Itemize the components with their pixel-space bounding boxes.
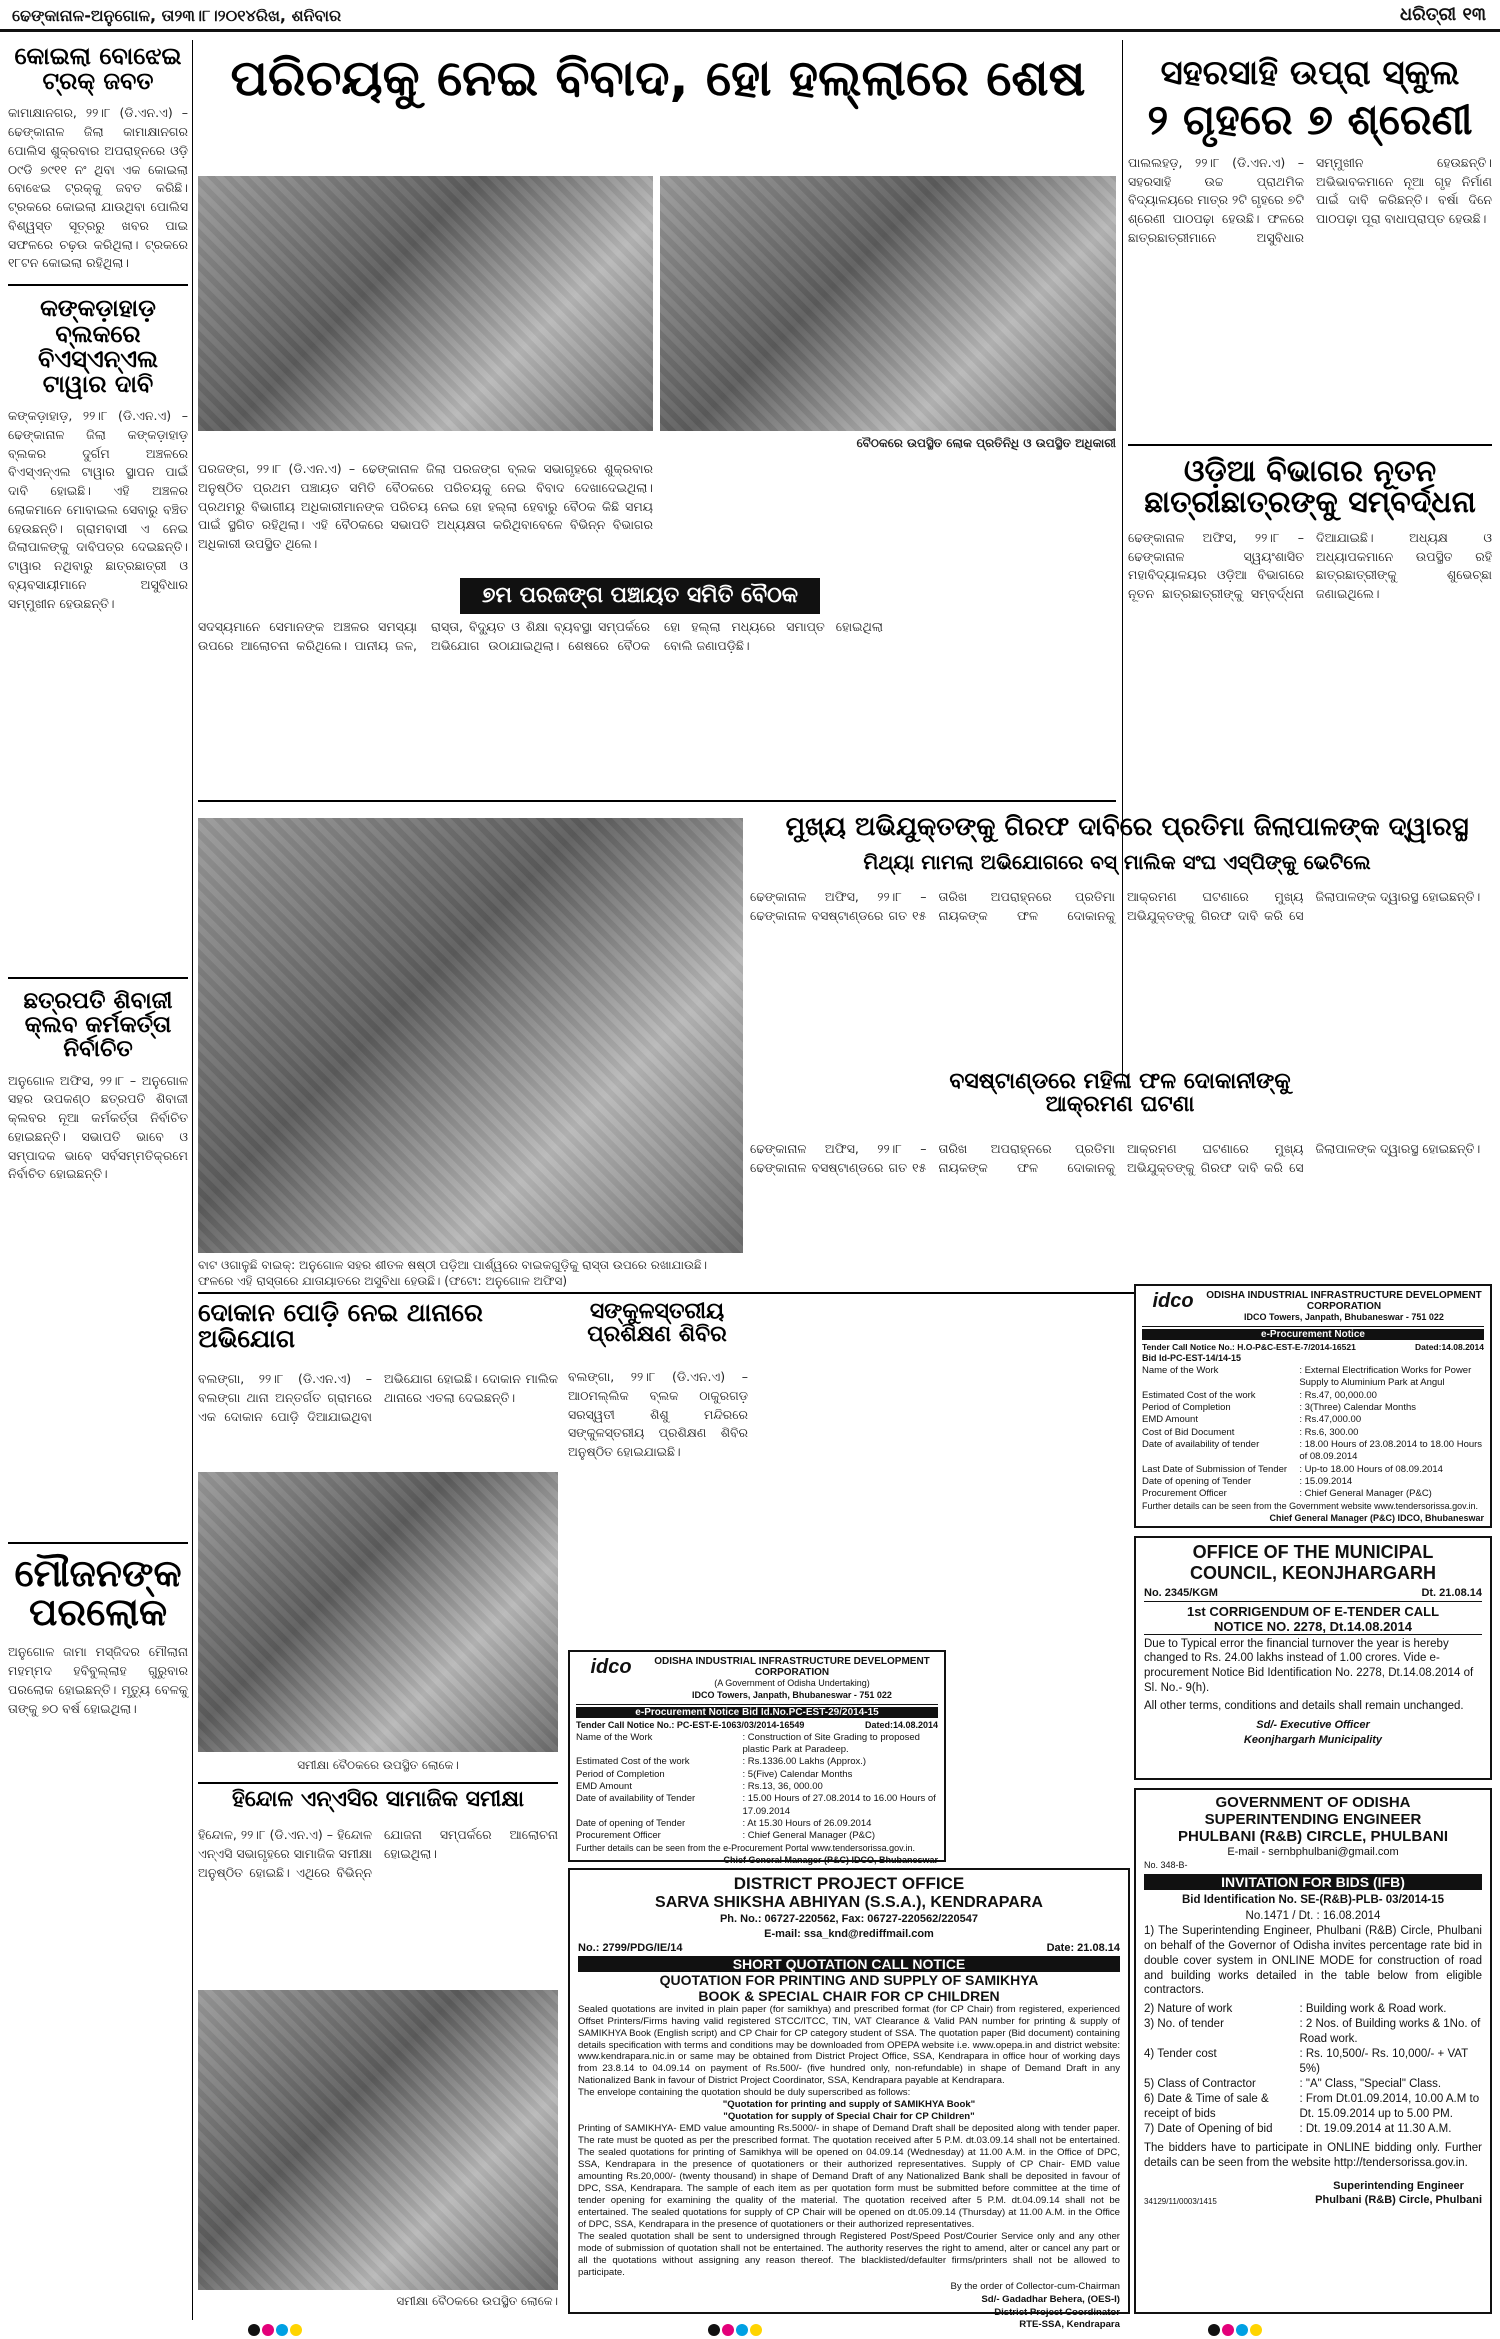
detail-row — [576, 1756, 938, 1768]
detail-row — [576, 1732, 938, 1757]
subhead-fruit-vendor: ବସଷ୍ଟାଣ୍ଡରେ ମହିଳା ଫଳ ଦୋକାନୀଙ୍କୁ ଆକ୍ରମଣ ଘଟଣା — [949, 1069, 1291, 1118]
divider — [198, 800, 1116, 802]
ssa-title2: SARVA SHIKSHA ABHIYAN (S.S.A.), KENDRAPARA — [655, 1894, 1043, 1911]
detail-value: : At 15.30 Hours of 26.09.2014 — [742, 1818, 872, 1830]
detail-row — [1144, 2077, 1482, 2092]
story-training-camp: ବଲଙ୍ଗା, ୨୨।୮ (ଡି.ଏନ.ଏ) – ଆଠମଲ୍ଲିକ ବ୍ଲକ ଠାକୁରଗଡ଼ ସରସ୍ୱତୀ ଶିଶୁ ମନ୍ଦିରରେ ସଙ୍କୁଳସ୍ତରୀୟ ପ୍ରଶିକ୍ଷଣ ଶିବିର ଅନୁଷ୍ଠିତ ହୋଇଯାଇଛି। — [568, 1369, 748, 1459]
review-meeting-photo — [198, 1990, 558, 2290]
detail-label: Estimated Cost of the work — [576, 1756, 690, 1768]
detail-row — [1142, 1402, 1484, 1414]
column-left — [8, 44, 188, 2314]
registration-dot — [262, 2324, 274, 2336]
gov-no: No. 348-B- — [1144, 1859, 1188, 1870]
detail-row — [576, 1793, 938, 1818]
main-story-part1: ପରଜଙ୍ଗ, ୨୨।୮ (ଡି.ଏନ.ଏ) – ଢେଙ୍କାନାଳ ଜିଲା ପରଜଙ୍ଗ ବ୍ଲକ ସଭାଗୃହରେ ଶୁକ୍ରବାର ଅନୁଷ୍ଠିତ ପ୍ରଥମ ପଞ୍ଚାୟତ ସମିତି ବୈଠକରେ ପରିଚୟକୁ ନେଇ ବିବାଦ ଦେଖାଦେଇଥିଲା। ପ୍ରଥମରୁ ବିଭାଗୀୟ ଅଧିକାରୀମାନଙ୍କ ପରିଚୟ ନେଇ ହୋ ହଲ୍ଲା ହେବାରୁ ବୈଠକ କିଛି ସମୟ ପାଇଁ ସ୍ଥଗିତ ରହିଥିଲା। ଏହି ବୈଠକରେ ସଭାପତି ଅଧ୍ୟକ୍ଷତା କରିଥିବାବେଳେ ବିଭିନ୍ନ ବିଭାଗର ଅଧିକାରୀ ଉପସ୍ଥିତ ଥିଲେ। — [198, 461, 653, 551]
detail-value: : Rs.1336.00 Lakhs (Approx.) — [742, 1756, 867, 1768]
gov-code: 34129/11/0003/1415 — [1144, 2197, 1217, 2207]
detail-row — [1144, 2122, 1482, 2137]
registration-dot — [1208, 2324, 1220, 2336]
gov-sign2: Phulbani (R&B) Circle, Phulbani — [1315, 2194, 1482, 2207]
detail-value: : Dt. 19.09.2014 at 11.30 A.M. — [1299, 2122, 1452, 2135]
detail-label: Period of Completion — [1142, 1402, 1231, 1413]
story-coal-truck: କାମାକ୍ଷାନଗର, ୨୨।୮ (ଡି.ଏନ.ଏ) – ଢେଙ୍କାନାଳ ଜିଲା କାମାକ୍ଷାନଗର ପୋଲିସ ଶୁକ୍ରବାର ଅପରାହ୍ନରେ ଓଡ଼ି ୦୯ଡି ୭୯୧୧ ନଂ ଥିବା ଏକ କୋଇଲା ବୋଝେଇ ଟ୍ରକ୍‌କୁ ଜବତ କରିଛି। ଟ୍ରକରେ କୋଇଲା ଯାଉଥିବା ପୋଲିସ ବିଶ୍ୱସ୍ତ ସୂତ୍ରରୁ ଖବର ପାଇ ସଫଳରେ ଚଢ଼ଉ କରିଥିଲା। ଟ୍ରକରେ ୧୮ଟନ କୋଇଲା ରହିଥିଲା। — [8, 105, 188, 271]
bikes-photo — [198, 818, 743, 1253]
detail-value: : Rs.13, 36, 000.00 — [742, 1781, 823, 1792]
divider — [198, 1782, 558, 1784]
divider — [8, 284, 188, 286]
registration-dot — [248, 2324, 260, 2336]
meeting-band: ୭ମ ପରଜଙ୍ଗ ପଞ୍ଚାୟତ ସମିତି ବୈଠକ — [460, 578, 820, 614]
detail-row — [1142, 1464, 1484, 1476]
detail-value: : Chief General Manager (P&C) — [742, 1830, 876, 1842]
dateline: ଢେଙ୍କାନାଳ-ଅନୁଗୋଳ, ତା୨୩।୮।୨୦୧୪ରିଖ, ଶନିବାର — [12, 6, 342, 25]
ssa-body2: Printing of SAMIKHYA- EMD value amounting Rs.5000/- in shape of Demand Draft shall be deposited along with tender paper. The rate must be quoted as per the prescribed format. The quotation received after 5 P.M. dt.03.09.14 shall not be entertained. The sealed quotations for printing of Samikhya will be opened on 04.09.14 (Wednesday) at 11.00 A.M. in the Office of DPC, SSA, Kendrapara in the presence of quotationers or their authorized representatives. Supply of CP Chair- EMD value amounting Rs.20,000/- (twenty thousand) in shape of Demand Draft of any Nationalized Bank shall be deposited in favour of DPC, SSA, Kendrapara. The sample of each item as per quotation form must be submitted before committee at the time of tender opening for examining the quality of the material. The quotation received after 5 P.M. dt.04.09.14 shall not be entertained. The sealed quotations for supply of CP Chair will be opened on dt.05.09.14 (Thursday) at 11.00 A.M. in the Office of DPC, SSA, Kendrapara in the presence of quotationers or their authorized representatives. — [578, 2123, 1120, 2231]
gov-details — [1144, 2002, 1482, 2136]
detail-row — [1142, 1414, 1484, 1426]
muni-title1: OFFICE OF THE MUNICIPAL — [1192, 1542, 1434, 1562]
story-shivaji-club: ଅନୁଗୋଳ ଅଫିସ, ୨୨।୮ – ଅନୁଗୋଳ ସହର ଉପକଣ୍ଠ ଛତ୍ରପତି ଶିବାଜୀ କ୍ଲବର ନୂଆ କର୍ମକର୍ତ୍ତା ନିର୍ବାଚିତ ହୋଇଛନ୍ତି। ସଭାପତି ଭାବେ ଓ ସମ୍ପାଦକ ଭାବେ ସର୍ବସମ୍ମତିକ୍ରମେ ନିର୍ବାଚିତ ହୋଇଛନ୍ତି। — [8, 1072, 188, 1182]
ssa-quote2: "Quotation for supply of Special Chair for CP Children" — [723, 2111, 975, 2123]
ad-idco-site-grading — [568, 1650, 946, 1865]
main-story-part2: ସଦସ୍ୟମାନେ ସେମାନଙ୍କ ଅଞ୍ଚଳର ସମସ୍ୟା ଉପରେ ଆଲୋଚନା କରିଥିଲେ। ପାନୀୟ ଜଳ, ରାସ୍ତା, ବିଦ୍ୟୁତ ଓ ଶିକ୍ଷା ବ୍ୟବସ୍ଥା ସମ୍ପର୍କରେ ଅଭିଯୋଗ ଉଠାଯାଇଥିଲା। ଶେଷରେ ବୈଠକ ହୋ ହଲ୍ଲା ମଧ୍ୟରେ ସମାପ୍ତ ହୋଇଥିଲା ବୋଲି ଜଣାପଡ଼ିଛି। — [198, 619, 883, 653]
story-odia-dept: ଢେଙ୍କାନାଳ ଅଫିସ, ୨୨।୮ – ଢେଙ୍କାନାଳ ସ୍ୱୟଂଶାସିତ ମହାବିଦ୍ୟାଳୟର ଓଡ଼ିଆ ବିଭାଗରେ ନୂତନ ଛାତ୍ରଛାତ୍ରୀଙ୍କୁ ସମ୍ବର୍ଦ୍ଧନା ଦିଆଯାଇଛି। ଅଧ୍ୟକ୍ଷ ଓ ଅଧ୍ୟାପକମାନେ ଉପସ୍ଥିତ ରହି ଛାତ୍ରଛାତ୍ରୀଙ୍କୁ ଶୁଭେଚ୍ଛା ଜଣାଇଥିଲେ। — [1128, 529, 1492, 602]
idco-name: ODISHA INDUSTRIAL INFRASTRUCTURE DEVELOPMENT CORPORATION — [654, 1656, 930, 1678]
detail-row — [576, 1781, 938, 1793]
detail-row — [576, 1818, 938, 1830]
detail-label: 2) Nature of work — [1144, 2003, 1233, 2016]
detail-value: : External Electrification Works for Power Supply to Aluminium Park at Angul — [1299, 1364, 1472, 1389]
idco2-sign: Chief General Manager (P&C) IDCO, Bhubaneswar — [1269, 1512, 1484, 1523]
detail-label: Estimated Cost of the work — [1142, 1389, 1256, 1401]
detail-label: Date of opening of Tender — [1142, 1476, 1252, 1488]
muni-head2: NOTICE NO. 2278, Dt.14.08.2014 — [1144, 1619, 1482, 1635]
detail-value: : Rs.47,000.00 — [1299, 1414, 1362, 1426]
burnt-shop-caption: ସମୀକ୍ଷା ବୈଠକରେ ଉପସ୍ଥିତ ଲୋକେ। — [297, 1758, 459, 1772]
headline-training-camp: ସଙ୍କୁଳସ୍ତରୀୟ ପ୍ରଶିକ୍ଷଣ ଶିବିର — [587, 1299, 727, 1348]
meeting-photo-audience — [198, 176, 653, 431]
detail-label: Date of availability of tender — [1142, 1439, 1260, 1451]
idco-address: IDCO Towers, Janpath, Bhubaneswar - 751 022 — [692, 1689, 892, 1700]
headline-bus-owners: ମୁଖ୍ୟ ଅଭିଯୁକ୍ତଙ୍କୁ ଗିରଫ ଦାବିରେ ପ୍ରତିମା ଜିଲାପାଳଙ୍କ ଦ୍ୱାରସ୍ଥ — [785, 812, 1469, 842]
registration-dot — [276, 2324, 288, 2336]
detail-label: Last Date of Submission of Tender — [1142, 1463, 1288, 1475]
idco-tcn: Tender Call Notice No.: PC-EST-E-1063/03/2014-16549 — [576, 1719, 805, 1730]
story-shop-fire: ବଲଙ୍ଗା, ୨୨।୮ (ଡି.ଏନ.ଏ) – ବଲଙ୍ଗା ଥାନା ଅନ୍ତର୍ଗତ ଗ୍ରାମରେ ଏକ ଦୋକାନ ପୋଡ଼ି ଦିଆଯାଇଥିବା ଅଭିଯୋଗ ହୋଇଛି। ଦୋକାନ ମାଲିକ ଥାନାରେ ଏତଲା ଦେଇଛନ୍ତି। — [198, 1371, 558, 1424]
detail-label: 6) Date & Time of sale & receipt of bids — [1144, 2093, 1269, 2120]
detail-label: Procurement Officer — [576, 1830, 661, 1842]
page-number: ଧରିତ୍ରୀ ୧୩ — [1399, 4, 1486, 25]
detail-label: Date of opening of Tender — [576, 1818, 686, 1830]
detail-row — [1144, 2092, 1482, 2122]
detail-row — [1142, 1439, 1484, 1464]
headline-hindol-review: ହିନ୍ଦୋଳ ଏନ୍‌ଏସିର ସାମାଜିକ ସମୀକ୍ଷା — [231, 1787, 525, 1812]
registration-dot — [736, 2324, 748, 2336]
detail-row — [1144, 2047, 1482, 2077]
ssa-sign1: By the order of Collector-cum-Chairman — [950, 2281, 1120, 2293]
headline-school: ସହରସାହି ଉପ୍ରା ସ୍କୁଲ — [1160, 53, 1460, 93]
story-bus-owners: ଢେଙ୍କାନାଳ ଅଫିସ, ୨୨।୮ – ଢେଙ୍କାନାଳ ବସଷ୍ଟାଣ୍ଡରେ ଗତ ୧୫ ତାରିଖ ଅପରାହ୍ନରେ ପ୍ରତିମା ନାୟକଙ୍କ ଫଳ ଦୋକାନକୁ ଆକ୍ରମଣ ଘଟଣାରେ ମୁଖ୍ୟ ଅଭିଯୁକ୍ତଙ୍କୁ ଗିରଫ ଦାବି କରି ସେ ଜିଲାପାଳଙ୍କ ଦ୍ୱାରସ୍ଥ ହୋଇଛନ୍ତି। — [750, 889, 1481, 923]
idco-date: Dated:14.08.2014 — [864, 1719, 938, 1730]
idco2-date: Dated:14.08.2014 — [1415, 1341, 1484, 1352]
ad-phulbani-circle — [1134, 1788, 1492, 2314]
muni-head1: 1st CORRIGENDUM OF E-TENDER CALL — [1186, 1603, 1440, 1619]
detail-row — [1142, 1427, 1484, 1439]
gov-band: INVITATION FOR BIDS (IFB) — [1144, 1874, 1482, 1890]
column-rule — [192, 40, 193, 2320]
idco2-address: IDCO Towers, Janpath, Bhubaneswar - 751 022 — [1244, 1312, 1444, 1322]
ssa-quote1: "Quotation for printing and supply of SAMIKHYA Book" — [722, 2099, 976, 2111]
registration-dot — [722, 2324, 734, 2336]
detail-value: : 15.00 Hours of 27.08.2014 to 16.00 Hours of 17.09.2014 — [742, 1793, 936, 1817]
idco2-logo: idco — [1152, 1290, 1194, 1312]
bikes-photo-caption: ବାଟ ଓଗାଳୁଛି ବାଇକ୍: ଅନୁଗୋଳ ସହର ଶୀତଳ ଷଷ୍ଠୀ ପଡ଼ିଆ ପାର୍ଶ୍ୱରେ ବାଇକଗୁଡ଼ିକୁ ରାସ୍ତା ଉପରେ ରଖାଯାଉଛି। ଫଳରେ ଏହି ରାସ୍ତାରେ ଯାତାୟାତରେ ଅସୁବିଧା ହେଉଛି। (ଫଟୋ: ଅନୁଗୋଳ ଅଫିସ) — [198, 1258, 707, 1288]
registration-dot — [1250, 2324, 1262, 2336]
ssa-body3: The sealed quotation shall be sent to undersigned through Registered Post/Speed Post/Courier Service only and any other mode of submission of quotation shall not be entertained. The authority reserves the right to amend, alter or cancel any part or all the quotations without assigning any reason thereof. The blacklisted/defaulter firms/printers shall not be allowed to participate. — [578, 2231, 1120, 2279]
gov-footer: The bidders have to participate in ONLINE bidding only. Further details can be seen from the website http://tendersorissa.gov.in. — [1144, 2141, 1482, 2169]
ad-ssa-kendrapara — [568, 1868, 1130, 2331]
detail-row — [1142, 1488, 1484, 1500]
main-headline: ପରିଚୟକୁ ନେଇ ବିବାଦ, ହୋ ହଲ୍ଲାରେ ଶେଷ — [230, 49, 1086, 107]
detail-value: : Rs. 10,500/- Rs. 10,000/- + VAT 5%) — [1299, 2048, 1468, 2076]
gov-title2: SUPERINTENDING ENGINEER — [1204, 1811, 1422, 1828]
muni-body: Due to Typical error the financial turnover the year is hereby changed to Rs. 24.00 lakhs instead of 1.00 crores. Vide e-procurement Notice Bid Identification No. 2278, Dt.14.08.2014 of Sl. No.- 9(h). — [1144, 1637, 1474, 1694]
detail-label: EMD Amount — [1142, 1414, 1198, 1426]
meeting-photo-caption: ବୈଠକରେ ଉପସ୍ଥିତ ଲୋକ ପ୍ରତିନିଧି ଓ ଉପସ୍ଥିତ ଅଧିକାରୀ — [856, 436, 1116, 450]
column-right-top — [1128, 53, 1492, 796]
muni-no: No. 2345/KGM — [1144, 1587, 1218, 1599]
idco2-bid: Bid Id-PC-EST-14/14-15 — [1142, 1353, 1242, 1364]
detail-value: : 15.09.2014 — [1299, 1476, 1353, 1488]
page-header — [0, 0, 1500, 32]
detail-value: : 5(Five) Calendar Months — [742, 1768, 853, 1780]
divider — [1128, 444, 1492, 446]
detail-value: : Up-to 18.00 Hours of 08.09.2014 — [1299, 1463, 1443, 1475]
gov-title1: GOVERNMENT OF ODISHA — [1215, 1794, 1411, 1811]
registration-dot — [290, 2324, 302, 2336]
story-bsnl-tower: କଙ୍କଡ଼ାହାଡ଼, ୨୨।୮ (ଡି.ଏନ.ଏ) – ଢେଙ୍କାନାଳ ଜିଲା କଙ୍କଡ଼ାହାଡ଼ ବ୍ଲକର ଦୁର୍ଗମ ଅଞ୍ଚଳରେ ବିଏସ୍‌ଏନ୍‌ଏଲ ଟାୱାର ସ୍ଥାପନ ପାଇଁ ଦାବି ହୋଇଛି। ଏହି ଅଞ୍ଚଳର ଲୋକମାନେ ମୋବାଇଲ ସେବାରୁ ବଞ୍ଚିତ ହେଉଛନ୍ତି। ଗ୍ରାମବାସୀ ଏ ନେଇ ଜିଲାପାଳଙ୍କୁ ଦାବିପତ୍ର ଦେଇଛନ୍ତି। ଟାୱାର ନଥିବାରୁ ଛାତ୍ରଛାତ୍ରୀ ଓ ବ୍ୟବସାୟୀମାନେ ଅସୁବିଧାର ସମ୍ମୁଖୀନ ହେଉଛନ୍ତି। — [8, 408, 188, 611]
gov-sign1: Superintending Engineer — [1333, 2179, 1464, 2192]
divider — [8, 977, 188, 979]
idco2-name: ODISHA INDUSTRIAL INFRASTRUCTURE DEVELOPMENT CORPORATION — [1206, 1290, 1482, 1312]
subhead-bus-owners: ମିଥ୍ୟା ମାମଲା ଅଭିଯୋଗରେ ବସ୍ ମାଲିକ ସଂଘ ଏସ୍‌ପିଙ୍କୁ ଭେଟିଲେ — [863, 850, 1371, 874]
ssa-head2: QUOTATION FOR PRINTING AND SUPPLY OF SAMIKHYA — [659, 1971, 1039, 1988]
headline-odia-dept: ଓଡ଼ିଆ ବିଭାଗର ନୂତନ ଛାତ୍ରୀଛାତ୍ରଙ୍କୁ ସମ୍ବର୍ଦ୍ଧନା — [1144, 453, 1476, 521]
gov-bid: Bid Identification No. SE-(R&B)-PLB- 03/2014-15 — [1182, 1894, 1444, 1907]
detail-label: 3) No. of tender — [1144, 2018, 1224, 2031]
detail-row — [1142, 1476, 1484, 1488]
headline-bsnl-tower: କଙ୍କଡ଼ାହାଡ଼ ବ୍ଲକରେ ବିଏସ୍‌ଏନ୍‌ଏଲ ଟାୱାର ଦାବି — [37, 294, 159, 398]
detail-label: 7) Date of Opening of bid — [1144, 2122, 1273, 2135]
detail-row — [1142, 1390, 1484, 1402]
registration-dot — [708, 2324, 720, 2336]
muni-sign2: Keonjhargarh Municipality — [1243, 1733, 1383, 1746]
detail-label: EMD Amount — [576, 1781, 632, 1792]
detail-label: 5) Class of Contractor — [1144, 2078, 1256, 2091]
detail-value: : From Dt.01.09.2014, 10.00 A.M to Dt. 15.09.2014 up to 5.00 PM. — [1299, 2093, 1480, 2120]
detail-label: Period of Completion — [576, 1768, 665, 1780]
ssa-title1: DISTRICT PROJECT OFFICE — [733, 1874, 965, 1893]
ssa-date: Date: 21.08.14 — [1046, 1942, 1120, 1955]
detail-value: : 3(Three) Calendar Months — [1299, 1402, 1417, 1413]
gov-email: E-mail - sernbphulbani@gmail.com — [1227, 1846, 1399, 1858]
muni-date: Dt. 21.08.14 — [1421, 1587, 1482, 1599]
headline-shivaji-club: ଛତ୍ରପତି ଶିବାଜୀ କ୍ଲବ କର୍ମକର୍ତ୍ତା ନିର୍ବାଚିତ — [23, 988, 173, 1063]
detail-row — [576, 1769, 938, 1781]
print-registration-marks — [0, 2322, 1500, 2339]
detail-value: : "A" Class, "Special" Class. — [1299, 2078, 1442, 2091]
muni-sign1: Sd/- Executive Officer — [1256, 1719, 1370, 1732]
idco-notice: e-Procurement Notice Bid Id.No.PC-EST-29/2014-15 — [576, 1707, 938, 1718]
idco2-footer: Further details can be seen from the Government website www.tendersorissa.gov.in. — [1142, 1500, 1478, 1511]
ssa-no: No.: 2799/PDG/IE/14 — [578, 1942, 683, 1955]
detail-value: : Chief General Manager (P&C) — [1299, 1488, 1432, 1500]
detail-label: Date of availability of Tender — [576, 1793, 696, 1805]
detail-value: : Rs.47, 00,000.00 — [1299, 1389, 1377, 1401]
idco-logo: idco — [590, 1656, 632, 1678]
detail-label: Name of the Work — [1142, 1364, 1219, 1376]
headline-school-sub: ୨ ଗୃହରେ ୭ ଶ୍ରେଣୀ — [1147, 94, 1473, 144]
detail-label: Procurement Officer — [1142, 1488, 1227, 1500]
ad-idco-electrification — [1134, 1284, 1492, 1528]
idco2-tcn: Tender Call Notice No.: H.O-P&C-EST-E-7/2014-16521 — [1142, 1341, 1356, 1352]
detail-row — [1144, 2017, 1482, 2047]
ssa-envelope: The envelope containing the quotation should be duly superscribed as follows: — [578, 2087, 911, 2099]
story-fruit-vendor: ଢେଙ୍କାନାଳ ଅଫିସ, ୨୨।୮ – ଢେଙ୍କାନାଳ ବସଷ୍ଟାଣ୍ଡରେ ଗତ ୧୫ ତାରିଖ ଅପରାହ୍ନରେ ପ୍ରତିମା ନାୟକଙ୍କ ଫଳ ଦୋକାନକୁ ଆକ୍ରମଣ ଘଟଣାରେ ମୁଖ୍ୟ ଅଭିଯୁକ୍ତଙ୍କୁ ଗିରଫ ଦାବି କରି ସେ ଜିଲାପାଳଙ୍କ ଦ୍ୱାରସ୍ଥ ହୋଇଛନ୍ତି। — [750, 1141, 1481, 1175]
headline-coal-truck: କୋଇଲା ବୋଝେଇ ଟ୍ରକ୍ ଜବତ — [14, 42, 182, 96]
ssa-sign4: RTE-SSA, Kendrapara — [1019, 2319, 1120, 2331]
review-meeting-caption: ସମୀକ୍ଷା ବୈଠକରେ ଉପସ୍ଥିତ ଲୋକେ। — [396, 2294, 558, 2308]
muni-title2: COUNCIL, KEONJHARGARH — [1189, 1563, 1436, 1583]
detail-value: : Construction of Site Grading to proposed plastic Park at Paradeep. — [742, 1731, 920, 1755]
idco-details — [576, 1732, 938, 1843]
idco2-details — [1142, 1365, 1484, 1501]
detail-label: Name of the Work — [576, 1731, 653, 1743]
gov-bid2: No.1471 / Dt. : 16.08.2014 — [1245, 1909, 1381, 1922]
detail-row — [1144, 2002, 1482, 2017]
ssa-email: E-mail: ssa_knd@rediffmail.com — [764, 1927, 934, 1940]
detail-row — [576, 1830, 938, 1842]
ssa-sign3: District Project Coordinator — [994, 2306, 1120, 2318]
detail-value: : 18.00 Hours of 23.08.2014 to 18.00 Hours of 08.09.2014 — [1299, 1439, 1483, 1463]
burnt-shop-photo — [198, 1472, 558, 1752]
ssa-head3: BOOK & SPECIAL CHAIR FOR CP CHILDREN — [698, 1987, 1000, 2004]
idco-sign: Chief General Manager (P&C) IDCO, Bhubaneswar — [723, 1854, 938, 1865]
story-hindol-review: ହିନ୍ଦୋଳ, ୨୨।୮ (ଡି.ଏନ.ଏ) – ହିନ୍ଦୋଳ ଏନ୍‌ଏସି ସଭାଗୃହରେ ସାମାଜିକ ସମୀକ୍ଷା ଅନୁଷ୍ଠିତ ହୋଇଛି। ଏଥିରେ ବିଭିନ୍ନ ଯୋଜନା ସମ୍ପର୍କରେ ଆଲୋଚନା ହୋଇଥିଲା। — [198, 1827, 558, 1880]
idco-footer: Further details can be seen from the e-Procurement Portal www.tendersorissa.gov.in. — [576, 1842, 915, 1853]
headline-obituary: ମୌଜନଙ୍କ ପରଲୋକ — [14, 1550, 182, 1635]
story-school: ପାଲଲହଡ଼, ୨୨।୮ (ଡି.ଏନ.ଏ) – ସହରସାହି ଉଚ୍ଚ ପ୍ରାଥମିକ ବିଦ୍ୟାଳୟରେ ମାତ୍ର ୨ଟି ଗୃହରେ ୭ଟି ଶ୍ରେଣୀ ପାଠପଢ଼ା ହେଉଛି। ଫଳରେ ଛାତ୍ରଛାତ୍ରୀମାନେ ଅସୁବିଧାର ସମ୍ମୁଖୀନ ହେଉଛନ୍ତି। ଅଭିଭାବକମାନେ ନୂଆ ଗୃହ ନିର୍ମାଣ ପାଇଁ ଦାବି କରିଛନ୍ତି। ବର୍ଷା ଦିନେ ପାଠପଢ଼ା ପୂରା ବାଧାପ୍ରାପ୍ତ ହେଉଛି। — [1128, 154, 1492, 245]
ad-keonjhargarh-municipality — [1134, 1536, 1492, 1780]
idco-subtitle: (A Government of Odisha Undertaking) — [714, 1678, 870, 1688]
registration-dot — [1236, 2324, 1248, 2336]
ssa-body: Sealed quotations are invited in plain paper (for samikhya) and prescribed format (for CP Chair) from registered, experienced Offset Printers/Firms having valid registered STCC/ITCC, TIN, VAT Clearance & Valid PAN number for printing & supply of SAMIKHYA Book (English script) and CP Chair for CP category student of SSA. The quotation paper (Bid document) containing details specification with terms and conditions may be downloaded from OPEPA website i.e. www.opepa.in and district website: www.kendrapara.nic.in or same may be obtained from District Project Office, SSA, Kendrapara in office hour of working days from 23.8.14 to 04.09.14 on payment of Rs.500/- (five hundred only, non-refundable) in shape of Demand Draft in any Nationalized Bank in favour of District Project Coordinator, SSA, Kendrapara payable at Kendrapara. — [578, 2003, 1120, 2087]
muni-body2: All other terms, conditions and details shall remain unchanged. — [1144, 1700, 1464, 1713]
ssa-phone: Ph. No.: 06727-220562, Fax: 06727-220562/220547 — [719, 1913, 979, 1925]
story-obituary: ଅନୁଗୋଳ ଜାମା ମସ୍ଜିଦର ମୌଲାନା ମହମ୍ମଦ ହବିବୁଲ୍ଲାହ ଗୁରୁବାର ପରଲୋକ ହୋଇଛନ୍ତି। ମୃତ୍ୟୁ ବେଳକୁ ତାଙ୍କୁ ୭୦ ବର୍ଷ ହୋଇଥିଲା। — [8, 1644, 188, 1716]
registration-dot — [1222, 2324, 1234, 2336]
gov-title3: PHULBANI (R&B) CIRCLE, PHULBANI — [1178, 1828, 1448, 1845]
headline-shop-fire: ଦୋକାନ ପୋଡ଼ି ନେଇ ଥାନାରେ ଅଭିଯୋଗ — [198, 1298, 483, 1354]
detail-value: : Building work & Road work. — [1299, 2003, 1447, 2016]
detail-label: Cost of Bid Document — [1142, 1426, 1235, 1438]
detail-label: 4) Tender cost — [1144, 2048, 1217, 2061]
gov-item1: 1) The Superintending Engineer, Phulbani (R&B) Circle, Phulbani on behalf of the Governor of Odisha invites percentage rate bid in double cover system in ONLINE MODE for construction of road and building works detailed in the table below from eligible contractors. — [1144, 1924, 1482, 1997]
detail-value: : Rs.6, 300.00 — [1299, 1426, 1359, 1438]
ssa-band: SHORT QUOTATION CALL NOTICE — [578, 1956, 1120, 1972]
detail-value: : 2 Nos. of Building works & 1No. of Road work. — [1299, 2018, 1481, 2046]
ssa-sign2: Sd/- Gadadhar Behera, (OES-I) — [981, 2293, 1120, 2305]
meeting-photo-stage — [660, 176, 1116, 431]
detail-row — [1142, 1365, 1484, 1390]
divider — [8, 1542, 188, 1544]
idco2-notice: e-Procurement Notice — [1142, 1329, 1484, 1340]
registration-dot — [750, 2324, 762, 2336]
